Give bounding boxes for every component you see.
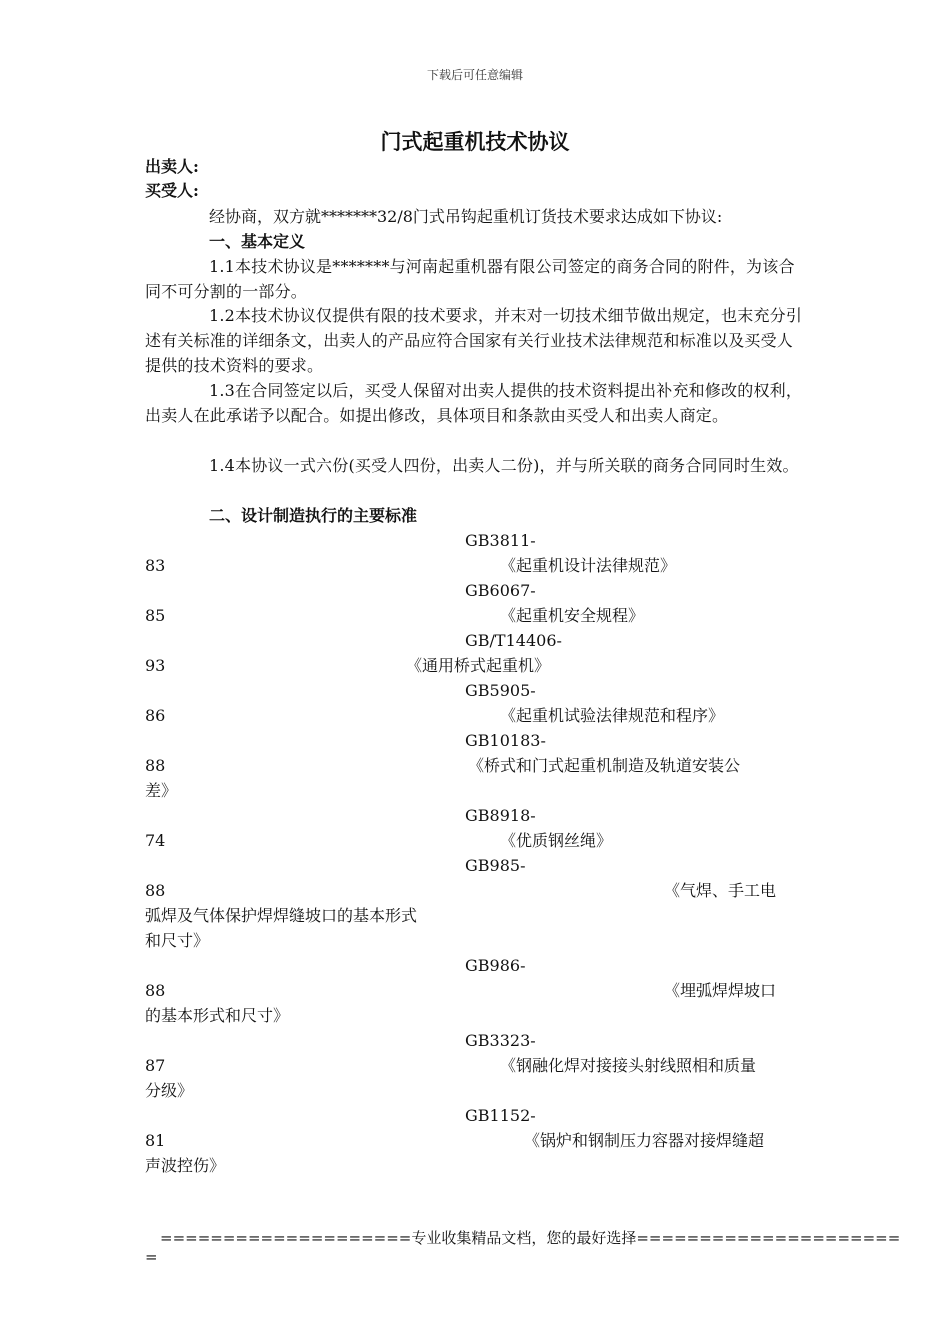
standard-year: 88: [145, 756, 166, 775]
standard-title-cont: 差》: [145, 781, 178, 800]
standard-title: 《气焊、手工电: [664, 881, 777, 900]
clause-1-1: 1.1本技术协议是*******与河南起重机器有限公司签定的商务合同的附件，为该合同不可分割的一部分。: [145, 257, 795, 301]
standard-year: 81: [145, 1131, 166, 1150]
standard-year: 74: [145, 831, 166, 850]
standard-title-cont: 的基本形式和尺寸》: [145, 1006, 290, 1025]
standard-title: 《优质钢丝绳》: [500, 831, 613, 850]
standard-year: 83: [145, 556, 166, 575]
footer-banner: ====================专业收集精品文档，您的最好选择=====================: [160, 1229, 901, 1247]
standard-year: 87: [145, 1056, 166, 1075]
standard-code: GB3323-: [465, 1031, 536, 1050]
standard-year: 88: [145, 981, 166, 1000]
standard-code: GB10183-: [465, 731, 546, 750]
standard-title: 《起重机设计法律规范》: [500, 556, 677, 575]
standard-title: 《钢融化焊对接接头射线照相和质量: [500, 1056, 757, 1075]
standard-title: 《锅炉和钢制压力容器对接焊缝超: [524, 1131, 765, 1150]
standard-year: 85: [145, 606, 166, 625]
standard-title-cont: 弧焊及气体保护焊焊缝坡口的基本形式: [145, 906, 418, 925]
standard-code: GB8918-: [465, 806, 536, 825]
section2-heading: 二、设计制造执行的主要标准: [209, 506, 418, 525]
standard-title: 《埋弧焊焊坡口: [664, 981, 777, 1000]
standard-code: GB985-: [465, 856, 526, 875]
standard-code: GB5905-: [465, 681, 536, 700]
standard-title-cont: 和尺寸》: [145, 931, 210, 950]
standard-code: GB3811-: [465, 531, 536, 550]
standard-code: GB986-: [465, 956, 526, 975]
standard-title: 《通用桥式起重机》: [406, 656, 551, 675]
standard-code: GB1152-: [465, 1106, 536, 1125]
standard-title: 《起重机安全规程》: [500, 606, 645, 625]
standard-title-cont: 分级》: [145, 1081, 194, 1100]
standard-year: 86: [145, 706, 166, 725]
standard-code: GB6067-: [465, 581, 536, 600]
standard-title: 《桥式和门式起重机制造及轨道安装公: [468, 756, 741, 775]
footer-banner-end: =: [145, 1248, 158, 1266]
clause-1-3: 1.3在合同签定以后，买受人保留对出卖人提供的技术资料提出补充和修改的权利，出卖人在此承诺予以配合。如提出修改，具体项目和条款由买受人和出卖人商定。: [145, 381, 803, 425]
clause-1-4: 1.4本协议一式六份(买受人四份，出卖人二份)，并与所关联的商务合同同时生效。: [209, 456, 799, 475]
document-title: 门式起重机技术协议: [380, 129, 570, 154]
standard-year: 93: [145, 656, 166, 675]
standard-code: GB/T14406-: [465, 631, 562, 650]
standard-year: 88: [145, 881, 166, 900]
standard-title-cont: 声波控伤》: [145, 1156, 226, 1175]
section1-heading: 一、基本定义: [209, 232, 306, 251]
intro-paragraph: 经协商，双方就*******32/8门式吊钩起重机订货技术要求达成如下协议:: [209, 207, 723, 226]
page-header: 下载后可任意编辑: [426, 68, 523, 82]
seller-label: 出卖人:: [145, 157, 199, 176]
standard-title: 《起重机试验法律规范和程序》: [500, 706, 725, 725]
clause-1-2: 1.2本技术协议仅提供有限的技术要求，并末对一切技术细节做出规定，也末充分引述有关标准的详细条文，出卖人的产品应符合国家有关行业技术法律规范和标准以及买受人提供的技术资料的要求。: [145, 306, 803, 375]
buyer-label: 买受人:: [145, 181, 199, 200]
